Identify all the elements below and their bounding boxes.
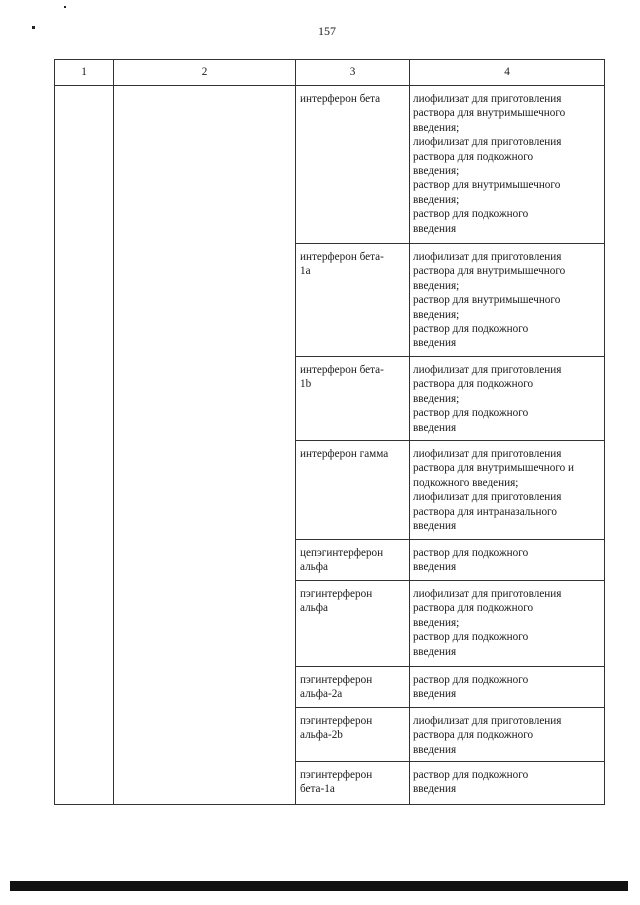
- substance-cell: [296, 441, 410, 540]
- substance-cell: [296, 244, 410, 357]
- dosage-form-line: раствор для подкожного: [413, 547, 529, 559]
- dosage-form-line: введения;: [413, 193, 460, 206]
- table-body: [55, 86, 605, 805]
- substance-line: альфа: [300, 561, 328, 574]
- dosage-form-line: введения: [413, 337, 457, 350]
- substance-cell: [296, 540, 410, 581]
- substance-line: пэгинтерферон: [300, 715, 373, 727]
- substance-line: интерферон гамма: [300, 448, 389, 460]
- column-header-4: 4: [410, 60, 605, 86]
- dosage-form-line: введения: [413, 645, 457, 658]
- dosage-form-cell: [410, 441, 605, 540]
- page-number: 157: [318, 24, 336, 38]
- dosage-form-line: раствор для подкожного: [413, 407, 529, 420]
- substance-cell: [296, 762, 410, 805]
- dosage-form-cell: [410, 667, 605, 708]
- header-row: [55, 60, 605, 86]
- substance-line: 1а: [300, 265, 311, 278]
- substance-line: бета-1а: [300, 783, 335, 796]
- dosage-form-line: раствор для подкожного: [413, 208, 529, 221]
- substance-line: пэгинтерферон: [300, 674, 373, 686]
- dosage-form-line: введения;: [413, 308, 460, 321]
- dosage-form-cell: [410, 244, 605, 357]
- dosage-form-cell: [410, 357, 605, 441]
- substance-line: интерферон бета-: [300, 251, 384, 263]
- dosage-form-line: введения: [413, 222, 457, 235]
- dosage-form-line: раствора для внутримышечного: [413, 107, 566, 120]
- dosage-form-line: лиофилизат для приготовления: [413, 251, 562, 263]
- dosage-form-line: введения;: [413, 616, 460, 629]
- dosage-form-line: введения;: [413, 279, 460, 292]
- dosage-form-line: лиофилизат для приготовления: [413, 715, 562, 727]
- substance-line: альфа-2а: [300, 688, 343, 701]
- dosage-form-line: раствора для внутримышечного и: [413, 462, 575, 475]
- column-header-2: 2: [114, 60, 296, 86]
- dosage-form-line: лиофилизат для приготовления: [413, 448, 562, 460]
- dosage-form-line: лиофилизат для приготовления: [413, 588, 562, 600]
- dosage-form-line: подкожного введения;: [413, 476, 519, 489]
- dosage-form-line: лиофилизат для приготовления: [413, 136, 562, 149]
- dosage-form-line: раствор для внутримышечного: [413, 179, 561, 192]
- dosage-form-cell: [410, 581, 605, 667]
- dosage-form-cell: [410, 762, 605, 805]
- column-2-cell: [114, 86, 296, 805]
- drug-table: [54, 59, 605, 805]
- substance-line: пэгинтерферон: [300, 769, 373, 781]
- dosage-form-line: раствор для подкожного: [413, 769, 529, 781]
- dosage-form-line: лиофилизат для приготовления: [413, 93, 562, 105]
- table-row: [55, 86, 605, 244]
- dosage-form-line: раствора для подкожного: [413, 150, 534, 163]
- substance-line: интерферон бета-: [300, 364, 384, 376]
- dosage-form-line: лиофилизат для приготовления: [413, 491, 562, 504]
- dosage-form-line: раствора для подкожного: [413, 602, 534, 615]
- substance-line: интерферон бета: [300, 93, 381, 105]
- scan-edge-bar: [10, 881, 628, 891]
- substance-line: пэгинтерферон: [300, 588, 373, 600]
- substance-cell: [296, 581, 410, 667]
- dosage-form-line: введения: [413, 688, 457, 701]
- dosage-form-line: введения;: [413, 392, 460, 405]
- dosage-form-cell: [410, 708, 605, 762]
- dosage-form-line: введения: [413, 561, 457, 574]
- substance-line: альфа-2b: [300, 729, 343, 742]
- dosage-form-line: введения: [413, 783, 457, 796]
- dosage-form-line: раствор для подкожного: [413, 323, 529, 336]
- substance-line: альфа: [300, 602, 328, 615]
- dosage-form-line: лиофилизат для приготовления: [413, 364, 562, 376]
- dosage-form-line: введения;: [413, 165, 460, 178]
- dosage-form-cell: [410, 86, 605, 244]
- substance-cell: [296, 357, 410, 441]
- dosage-form-line: введения: [413, 520, 457, 533]
- column-1-cell: [55, 86, 114, 805]
- substance-cell: [296, 86, 410, 244]
- dosage-form-line: раствор для подкожного: [413, 631, 529, 644]
- substance-cell: [296, 667, 410, 708]
- scan-speck: [64, 6, 66, 8]
- dosage-form-line: раствор для внутримышечного: [413, 294, 561, 307]
- dosage-form-line: введения: [413, 421, 457, 434]
- substance-line: 1b: [300, 378, 312, 391]
- substance-line: цепэгинтерферон: [300, 547, 384, 559]
- dosage-form-line: раствора для подкожного: [413, 729, 534, 742]
- column-header-1: 1: [55, 60, 114, 86]
- dosage-form-line: раствора для интраназального: [413, 505, 557, 518]
- dosage-form-line: раствора для внутримышечного: [413, 265, 566, 278]
- dosage-form-line: введения;: [413, 121, 460, 134]
- dosage-form-cell: [410, 540, 605, 581]
- dosage-form-line: раствора для подкожного: [413, 378, 534, 391]
- substance-cell: [296, 708, 410, 762]
- dosage-form-line: раствор для подкожного: [413, 674, 529, 686]
- column-header-3: 3: [296, 60, 410, 86]
- dosage-form-line: введения: [413, 743, 457, 756]
